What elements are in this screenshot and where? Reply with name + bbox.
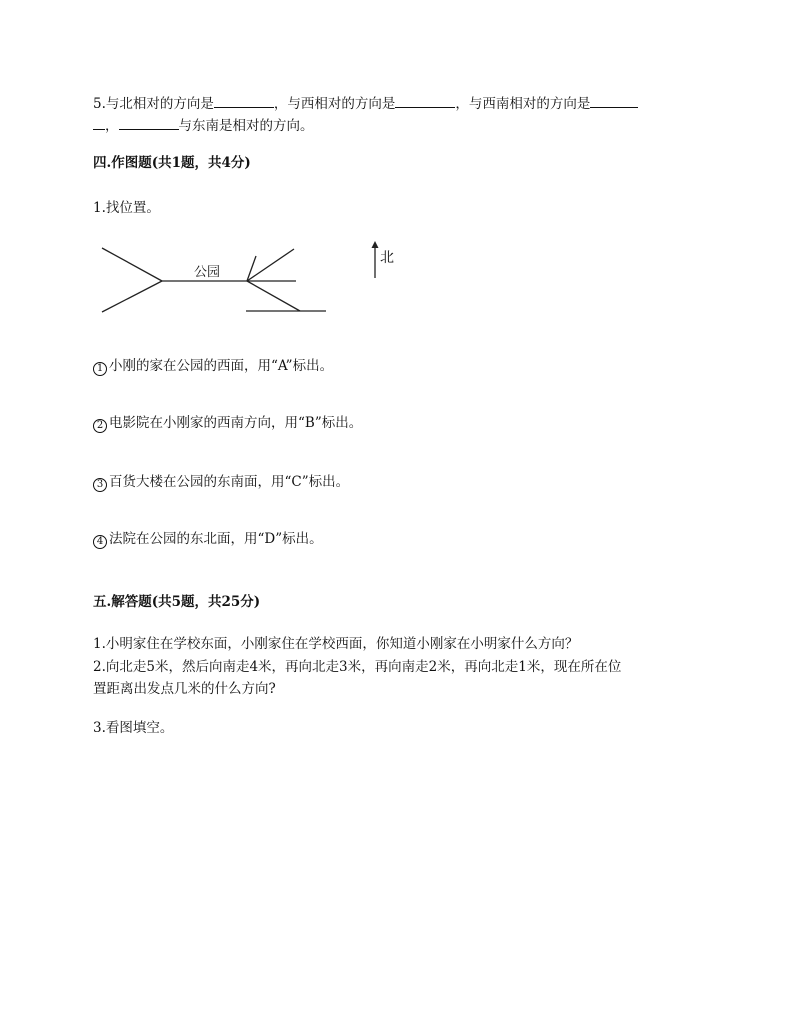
q5-text-part1: 5.与北相对的方向是 — [93, 96, 214, 112]
circled-number: 4 — [93, 535, 107, 549]
task-text: 法院在公园的东北面，用“D”标出。 — [109, 531, 323, 547]
answer-question-2-line2: 置距离出发点几米的什么方向? — [93, 681, 276, 697]
park-label: 公园 — [194, 265, 221, 280]
circled-number: 1 — [93, 362, 107, 376]
q5-text-part4: ， — [105, 118, 119, 134]
fill-question-5-line2 — [93, 118, 314, 134]
answer-blank — [214, 96, 274, 108]
section-heading-drawing: 四.作图题(共1题，共4分) — [93, 155, 251, 171]
road-west-lower-branch — [102, 281, 162, 312]
park-location-map — [96, 236, 416, 318]
q5-text-part5: 与东南是相对的方向。 — [178, 118, 314, 134]
section-heading-answers: 五.解答题(共5题，共25分) — [93, 594, 261, 610]
north-arrow-head — [372, 241, 379, 248]
task-text: 百货大楼在公园的东南面，用“C”标出。 — [109, 474, 350, 490]
road-west-upper-branch — [102, 248, 162, 281]
task-item-1 — [93, 360, 333, 376]
answer-blank — [119, 118, 179, 130]
answer-blank — [590, 96, 638, 108]
circled-number: 2 — [93, 419, 107, 433]
task-item-4 — [93, 533, 323, 549]
answer-blank — [395, 96, 455, 108]
circled-number: 3 — [93, 478, 107, 492]
task-item-2 — [93, 417, 362, 433]
fill-question-5-line1 — [93, 96, 638, 112]
q5-text-part3: ，与西南相对的方向是 — [455, 96, 591, 112]
north-label: 北 — [380, 250, 394, 266]
drawing-question-title: 1.找位置。 — [93, 200, 160, 216]
task-item-3 — [93, 476, 349, 492]
task-text: 小刚的家在公园的西面，用“A”标出。 — [109, 358, 334, 374]
answer-question-1: 1.小明家住在学校东面，小刚家住在学校西面，你知道小刚家在小明家什么方向？ — [93, 636, 579, 652]
task-text: 电影院在小刚家的西南方向，用“B”标出。 — [109, 415, 363, 431]
road-east-upper-right — [247, 249, 294, 281]
road-east-lower — [247, 281, 300, 311]
answer-blank — [93, 118, 105, 130]
q5-text-part2: ，与西相对的方向是 — [273, 96, 396, 112]
answer-question-2-line1: 2.向北走5米，然后向南走4米，再向北走3米，再向南走2米，再向北走1米，现在所在位 — [93, 659, 622, 675]
answer-question-3: 3.看图填空。 — [93, 720, 174, 736]
